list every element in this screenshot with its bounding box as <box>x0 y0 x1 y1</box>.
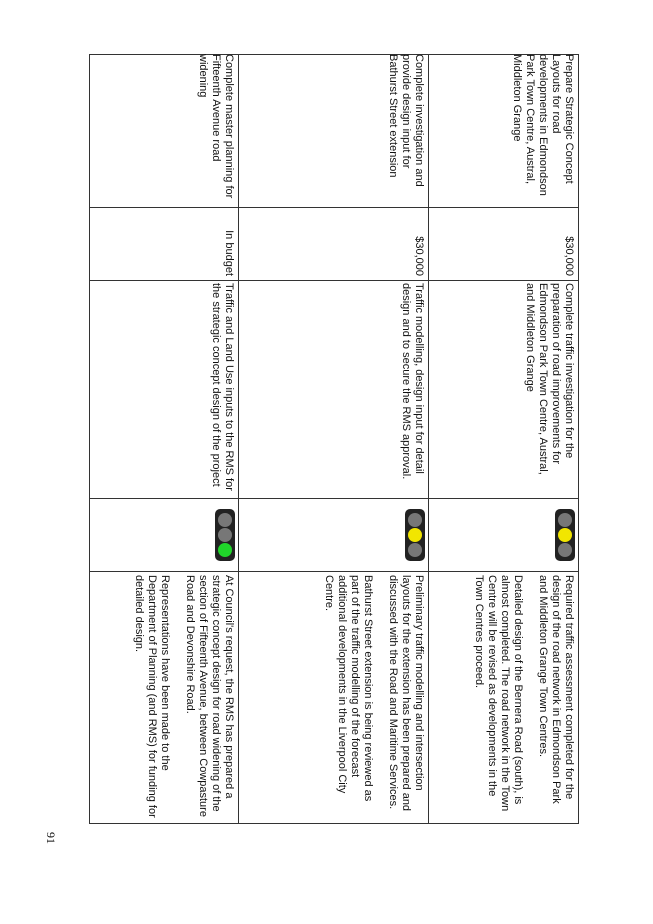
budget-cell <box>222 210 235 276</box>
action-text: Prepare Strategic Concept Layouts for road developments in Edmondson Park Town Centre, Austral, Middleton Grange <box>511 54 575 196</box>
comment-text: Representations have been made to the Department of Planning (and RMS) for funding for detailed design. <box>133 575 171 818</box>
comment-text: Bathurst Street extension is being reviewed as part of the traffic modelling of the forecast additional developments in the Liverpool City Centre. <box>323 575 374 802</box>
comment-text: At Council's request, the RMS has prepared a strategic concept design for road widening of the section of Fifteenth Avenue, between Cowpasture Road and Devonshire Road. <box>184 575 235 817</box>
action-cell <box>196 54 235 202</box>
status-traffic-light <box>405 509 425 561</box>
green-lamp-icon <box>558 543 572 557</box>
action-cell <box>510 54 575 202</box>
table-row <box>429 54 579 824</box>
yellow-lamp-icon <box>558 528 572 542</box>
measure-text: Complete traffic investigation for the preparation of road improvements for Edmondson Park Town Centre, Austral, and Middleton Grange <box>524 283 575 475</box>
comments-cell <box>322 575 425 819</box>
red-lamp-icon <box>408 513 422 527</box>
action-text: Complete master planning for Fifteenth Avenue road widening <box>197 54 235 199</box>
rotated-progress-table <box>89 54 579 824</box>
table-row <box>239 54 429 824</box>
red-lamp-icon <box>558 513 572 527</box>
table-row <box>89 54 239 824</box>
budget-text: In budget <box>223 230 235 276</box>
measure-cell <box>399 283 425 495</box>
budget-cell <box>412 210 425 276</box>
progress-table <box>89 54 579 824</box>
yellow-lamp-icon <box>218 528 232 542</box>
action-text: Complete investigation and provide design input for Bathurst Street extension <box>387 54 425 187</box>
page-number: 91 <box>44 832 58 844</box>
yellow-lamp-icon <box>408 528 422 542</box>
green-lamp-icon <box>218 543 232 557</box>
budget-text: $30,000 <box>413 236 425 276</box>
budget-text: $30,000 <box>563 236 575 276</box>
action-cell <box>386 54 425 202</box>
comment-text: Required traffic assessment completed for the design of the road network in Edmondson Park and Middleton Grange Town Centres. <box>537 575 575 804</box>
measure-cell <box>209 283 235 495</box>
budget-cell <box>562 210 575 276</box>
status-traffic-light <box>555 509 575 561</box>
measure-text: Traffic modelling, design input for detail design and to secure the RMS approval. <box>400 283 425 480</box>
measure-cell <box>523 283 575 495</box>
status-traffic-light <box>215 509 235 561</box>
red-lamp-icon <box>218 513 232 527</box>
measure-text: Traffic and Land Use inputs to the RMS for the strategic concept design of the project <box>210 283 235 491</box>
comments-cell <box>472 575 575 819</box>
comments-cell <box>132 575 235 819</box>
comment-text: Preliminary traffic modelling and intersection layouts for the extension has been prepared and discussed with the Road and Maritime Services. <box>387 575 425 812</box>
comment-text: Detailed design of the Bernera Road (south), is almost completed. The road network in the Town Centre will be revised as developments in the Town Centres proceed. <box>473 575 524 812</box>
green-lamp-icon <box>408 543 422 557</box>
